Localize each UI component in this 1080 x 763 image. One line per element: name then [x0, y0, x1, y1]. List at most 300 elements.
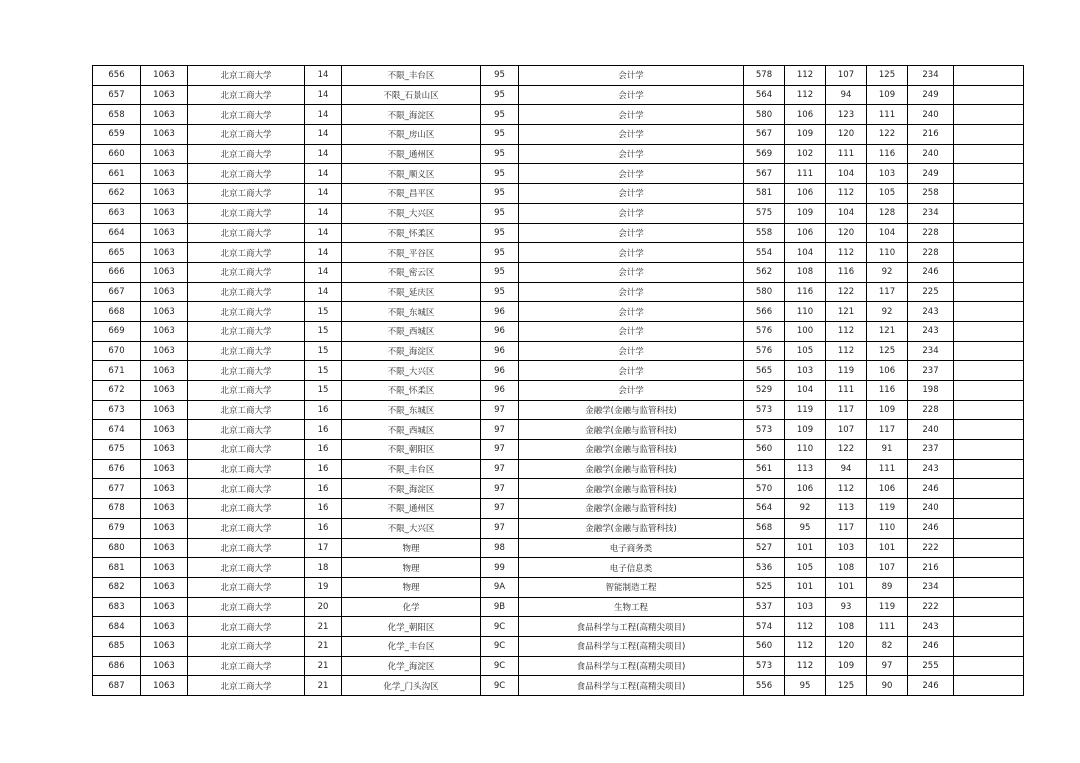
table-row	[93, 66, 1024, 86]
cell-total-score: 573	[744, 420, 785, 440]
cell-score-english: 104	[867, 223, 908, 243]
cell-major-name: 电子信息类	[519, 558, 744, 578]
cell-group-code: 16	[305, 479, 342, 499]
table-row	[93, 125, 1024, 145]
cell-total-score: 529	[744, 381, 785, 401]
cell-score-english: 111	[867, 459, 908, 479]
cell-score-english: 92	[867, 302, 908, 322]
cell-score-composite: 237	[908, 440, 954, 460]
cell-major-code: 95	[481, 203, 519, 223]
cell-major-code: 9C	[481, 636, 519, 656]
cell-school-name: 北京工商大学	[188, 125, 305, 145]
cell-school-name: 北京工商大学	[188, 440, 305, 460]
cell-group-code: 14	[305, 203, 342, 223]
cell-total-score: 567	[744, 125, 785, 145]
cell-score-chinese: 95	[785, 676, 826, 696]
cell-major-code: 95	[481, 243, 519, 263]
cell-group-code: 20	[305, 597, 342, 617]
cell-score-composite: 216	[908, 558, 954, 578]
table-row	[93, 262, 1024, 282]
cell-major-code: 97	[481, 518, 519, 538]
cell-total-score: 578	[744, 66, 785, 86]
cell-row-index: 686	[93, 656, 141, 676]
cell-score-math: 103	[826, 538, 867, 558]
cell-score-composite: 246	[908, 262, 954, 282]
cell-major-code: 96	[481, 361, 519, 381]
cell-school-code: 1063	[141, 440, 188, 460]
cell-remark	[954, 243, 1024, 263]
cell-remark	[954, 125, 1024, 145]
cell-score-chinese: 119	[785, 400, 826, 420]
cell-school-name: 北京工商大学	[188, 656, 305, 676]
cell-school-name: 北京工商大学	[188, 636, 305, 656]
cell-major-name: 会计学	[519, 164, 744, 184]
cell-major-code: 96	[481, 321, 519, 341]
cell-subject-requirement: 化学_海淀区	[342, 656, 481, 676]
cell-score-composite: 240	[908, 105, 954, 125]
cell-subject-requirement: 化学_朝阳区	[342, 617, 481, 637]
cell-score-english: 101	[867, 538, 908, 558]
cell-score-chinese: 106	[785, 184, 826, 204]
table-row	[93, 223, 1024, 243]
cell-total-score: 525	[744, 577, 785, 597]
cell-score-math: 112	[826, 479, 867, 499]
cell-score-composite: 258	[908, 184, 954, 204]
cell-score-english: 91	[867, 440, 908, 460]
cell-major-code: 95	[481, 223, 519, 243]
cell-group-code: 15	[305, 302, 342, 322]
cell-school-name: 北京工商大学	[188, 617, 305, 637]
cell-subject-requirement: 物理	[342, 577, 481, 597]
cell-row-index: 681	[93, 558, 141, 578]
cell-score-english: 121	[867, 321, 908, 341]
table-row	[93, 321, 1024, 341]
cell-total-score: 560	[744, 440, 785, 460]
cell-score-math: 101	[826, 577, 867, 597]
cell-major-name: 食品科学与工程(高精尖项目)	[519, 656, 744, 676]
cell-row-index: 680	[93, 538, 141, 558]
cell-major-name: 会计学	[519, 223, 744, 243]
cell-major-code: 9C	[481, 676, 519, 696]
cell-score-composite: 234	[908, 577, 954, 597]
cell-group-code: 14	[305, 144, 342, 164]
cell-school-name: 北京工商大学	[188, 105, 305, 125]
table-row	[93, 577, 1024, 597]
cell-remark	[954, 321, 1024, 341]
cell-school-code: 1063	[141, 558, 188, 578]
cell-score-math: 104	[826, 164, 867, 184]
cell-score-english: 107	[867, 558, 908, 578]
table-row	[93, 400, 1024, 420]
cell-group-code: 14	[305, 282, 342, 302]
cell-school-code: 1063	[141, 105, 188, 125]
cell-score-english: 97	[867, 656, 908, 676]
cell-school-code: 1063	[141, 499, 188, 519]
cell-major-code: 97	[481, 400, 519, 420]
cell-subject-requirement: 不限_朝阳区	[342, 440, 481, 460]
cell-school-name: 北京工商大学	[188, 223, 305, 243]
cell-major-name: 会计学	[519, 105, 744, 125]
cell-subject-requirement: 不限_怀柔区	[342, 381, 481, 401]
cell-score-composite: 255	[908, 656, 954, 676]
cell-row-index: 661	[93, 164, 141, 184]
cell-remark	[954, 518, 1024, 538]
cell-subject-requirement: 不限_石景山区	[342, 85, 481, 105]
cell-score-composite: 228	[908, 400, 954, 420]
cell-score-math: 119	[826, 361, 867, 381]
cell-major-code: 97	[481, 420, 519, 440]
cell-total-score: 580	[744, 105, 785, 125]
cell-score-composite: 246	[908, 636, 954, 656]
cell-group-code: 21	[305, 617, 342, 637]
table-row	[93, 105, 1024, 125]
cell-school-code: 1063	[141, 302, 188, 322]
cell-group-code: 16	[305, 400, 342, 420]
cell-subject-requirement: 不限_昌平区	[342, 184, 481, 204]
cell-score-english: 119	[867, 499, 908, 519]
cell-score-chinese: 100	[785, 321, 826, 341]
cell-row-index: 663	[93, 203, 141, 223]
cell-group-code: 19	[305, 577, 342, 597]
table-row	[93, 282, 1024, 302]
cell-row-index: 665	[93, 243, 141, 263]
cell-subject-requirement: 不限_平谷区	[342, 243, 481, 263]
cell-school-code: 1063	[141, 125, 188, 145]
cell-school-name: 北京工商大学	[188, 400, 305, 420]
cell-score-math: 108	[826, 558, 867, 578]
cell-score-composite: 243	[908, 617, 954, 637]
cell-subject-requirement: 不限_大兴区	[342, 203, 481, 223]
cell-subject-requirement: 不限_大兴区	[342, 361, 481, 381]
cell-row-index: 670	[93, 341, 141, 361]
cell-score-chinese: 105	[785, 558, 826, 578]
cell-major-name: 会计学	[519, 321, 744, 341]
cell-total-score: 558	[744, 223, 785, 243]
cell-major-code: 95	[481, 105, 519, 125]
cell-school-name: 北京工商大学	[188, 321, 305, 341]
cell-row-index: 656	[93, 66, 141, 86]
cell-major-name: 会计学	[519, 144, 744, 164]
cell-score-chinese: 113	[785, 459, 826, 479]
table-row	[93, 479, 1024, 499]
cell-score-english: 110	[867, 243, 908, 263]
cell-major-code: 98	[481, 538, 519, 558]
cell-major-name: 会计学	[519, 203, 744, 223]
cell-score-chinese: 109	[785, 125, 826, 145]
cell-school-code: 1063	[141, 243, 188, 263]
cell-subject-requirement: 不限_大兴区	[342, 518, 481, 538]
cell-score-math: 123	[826, 105, 867, 125]
cell-remark	[954, 282, 1024, 302]
cell-total-score: 574	[744, 617, 785, 637]
cell-score-english: 110	[867, 518, 908, 538]
cell-major-code: 99	[481, 558, 519, 578]
cell-subject-requirement: 不限_怀柔区	[342, 223, 481, 243]
cell-school-code: 1063	[141, 66, 188, 86]
cell-major-name: 会计学	[519, 184, 744, 204]
cell-total-score: 561	[744, 459, 785, 479]
cell-major-name: 金融学(金融与监管科技)	[519, 420, 744, 440]
cell-total-score: 560	[744, 636, 785, 656]
cell-score-chinese: 112	[785, 617, 826, 637]
cell-row-index: 659	[93, 125, 141, 145]
table-row	[93, 184, 1024, 204]
cell-remark	[954, 577, 1024, 597]
cell-score-chinese: 105	[785, 341, 826, 361]
cell-major-code: 97	[481, 479, 519, 499]
cell-score-math: 94	[826, 85, 867, 105]
cell-major-name: 会计学	[519, 262, 744, 282]
cell-score-math: 93	[826, 597, 867, 617]
cell-subject-requirement: 不限_西城区	[342, 321, 481, 341]
cell-school-name: 北京工商大学	[188, 459, 305, 479]
cell-row-index: 664	[93, 223, 141, 243]
cell-subject-requirement: 不限_房山区	[342, 125, 481, 145]
cell-score-composite: 216	[908, 125, 954, 145]
cell-group-code: 15	[305, 381, 342, 401]
cell-subject-requirement: 化学_门头沟区	[342, 676, 481, 696]
cell-total-score: 581	[744, 184, 785, 204]
cell-school-code: 1063	[141, 184, 188, 204]
cell-group-code: 14	[305, 184, 342, 204]
cell-subject-requirement: 不限_密云区	[342, 262, 481, 282]
cell-school-code: 1063	[141, 282, 188, 302]
cell-score-composite: 243	[908, 321, 954, 341]
cell-group-code: 14	[305, 243, 342, 263]
cell-score-chinese: 110	[785, 440, 826, 460]
cell-row-index: 668	[93, 302, 141, 322]
cell-total-score: 576	[744, 321, 785, 341]
cell-school-code: 1063	[141, 459, 188, 479]
cell-school-code: 1063	[141, 518, 188, 538]
cell-score-math: 113	[826, 499, 867, 519]
cell-major-code: 95	[481, 184, 519, 204]
cell-group-code: 14	[305, 85, 342, 105]
cell-row-index: 683	[93, 597, 141, 617]
cell-total-score: 562	[744, 262, 785, 282]
cell-score-chinese: 112	[785, 656, 826, 676]
cell-major-code: 96	[481, 302, 519, 322]
cell-major-name: 会计学	[519, 85, 744, 105]
cell-major-code: 9C	[481, 656, 519, 676]
cell-subject-requirement: 不限_丰台区	[342, 459, 481, 479]
cell-score-english: 125	[867, 341, 908, 361]
cell-total-score: 570	[744, 479, 785, 499]
cell-score-english: 106	[867, 361, 908, 381]
cell-major-name: 食品科学与工程(高精尖项目)	[519, 617, 744, 637]
cell-score-english: 119	[867, 597, 908, 617]
cell-subject-requirement: 物理	[342, 538, 481, 558]
cell-score-english: 125	[867, 66, 908, 86]
cell-row-index: 671	[93, 361, 141, 381]
cell-score-composite: 234	[908, 66, 954, 86]
cell-score-english: 116	[867, 144, 908, 164]
cell-score-composite: 243	[908, 459, 954, 479]
cell-subject-requirement: 不限_海淀区	[342, 341, 481, 361]
cell-group-code: 14	[305, 223, 342, 243]
cell-school-name: 北京工商大学	[188, 85, 305, 105]
cell-school-code: 1063	[141, 85, 188, 105]
cell-major-code: 95	[481, 125, 519, 145]
cell-major-code: 97	[481, 440, 519, 460]
cell-subject-requirement: 不限_海淀区	[342, 479, 481, 499]
cell-total-score: 527	[744, 538, 785, 558]
cell-major-name: 金融学(金融与监管科技)	[519, 518, 744, 538]
cell-total-score: 580	[744, 282, 785, 302]
cell-score-english: 109	[867, 400, 908, 420]
cell-school-code: 1063	[141, 262, 188, 282]
cell-school-name: 北京工商大学	[188, 676, 305, 696]
cell-major-code: 95	[481, 144, 519, 164]
cell-remark	[954, 184, 1024, 204]
table-row	[93, 381, 1024, 401]
cell-major-code: 97	[481, 459, 519, 479]
cell-remark	[954, 223, 1024, 243]
cell-subject-requirement: 不限_东城区	[342, 400, 481, 420]
cell-row-index: 676	[93, 459, 141, 479]
cell-school-code: 1063	[141, 223, 188, 243]
cell-school-name: 北京工商大学	[188, 262, 305, 282]
cell-major-name: 生物工程	[519, 597, 744, 617]
table-row	[93, 85, 1024, 105]
cell-group-code: 16	[305, 518, 342, 538]
cell-school-name: 北京工商大学	[188, 144, 305, 164]
table-row	[93, 538, 1024, 558]
cell-score-math: 108	[826, 617, 867, 637]
cell-total-score: 575	[744, 203, 785, 223]
cell-row-index: 662	[93, 184, 141, 204]
cell-school-name: 北京工商大学	[188, 479, 305, 499]
cell-total-score: 565	[744, 361, 785, 381]
cell-school-code: 1063	[141, 164, 188, 184]
cell-group-code: 15	[305, 341, 342, 361]
cell-major-name: 金融学(金融与监管科技)	[519, 440, 744, 460]
cell-score-english: 117	[867, 282, 908, 302]
cell-school-code: 1063	[141, 656, 188, 676]
cell-score-composite: 237	[908, 361, 954, 381]
cell-remark	[954, 656, 1024, 676]
cell-score-math: 120	[826, 223, 867, 243]
cell-school-name: 北京工商大学	[188, 66, 305, 86]
table-row	[93, 459, 1024, 479]
cell-row-index: 685	[93, 636, 141, 656]
cell-remark	[954, 558, 1024, 578]
cell-major-name: 金融学(金融与监管科技)	[519, 400, 744, 420]
cell-group-code: 14	[305, 164, 342, 184]
cell-remark	[954, 538, 1024, 558]
cell-score-chinese: 101	[785, 577, 826, 597]
cell-subject-requirement: 不限_东城区	[342, 302, 481, 322]
cell-score-math: 112	[826, 341, 867, 361]
cell-major-code: 96	[481, 381, 519, 401]
cell-score-composite: 198	[908, 381, 954, 401]
cell-major-code: 95	[481, 66, 519, 86]
cell-school-name: 北京工商大学	[188, 558, 305, 578]
cell-total-score: 567	[744, 164, 785, 184]
cell-score-math: 121	[826, 302, 867, 322]
cell-major-code: 95	[481, 85, 519, 105]
cell-total-score: 576	[744, 341, 785, 361]
cell-score-chinese: 103	[785, 361, 826, 381]
cell-group-code: 21	[305, 676, 342, 696]
cell-school-code: 1063	[141, 420, 188, 440]
cell-row-index: 682	[93, 577, 141, 597]
cell-major-name: 食品科学与工程(高精尖项目)	[519, 676, 744, 696]
cell-school-code: 1063	[141, 381, 188, 401]
cell-remark	[954, 105, 1024, 125]
cell-group-code: 16	[305, 420, 342, 440]
cell-school-name: 北京工商大学	[188, 420, 305, 440]
cell-group-code: 14	[305, 125, 342, 145]
cell-remark	[954, 420, 1024, 440]
cell-remark	[954, 636, 1024, 656]
cell-major-code: 95	[481, 262, 519, 282]
cell-score-chinese: 104	[785, 243, 826, 263]
cell-score-english: 111	[867, 105, 908, 125]
cell-score-math: 107	[826, 66, 867, 86]
cell-school-name: 北京工商大学	[188, 203, 305, 223]
cell-group-code: 14	[305, 105, 342, 125]
cell-score-math: 122	[826, 440, 867, 460]
cell-subject-requirement: 化学_丰台区	[342, 636, 481, 656]
cell-school-code: 1063	[141, 538, 188, 558]
cell-score-math: 111	[826, 144, 867, 164]
cell-subject-requirement: 不限_西城区	[342, 420, 481, 440]
cell-school-name: 北京工商大学	[188, 577, 305, 597]
cell-score-math: 94	[826, 459, 867, 479]
cell-score-math: 120	[826, 125, 867, 145]
cell-score-math: 112	[826, 321, 867, 341]
cell-school-code: 1063	[141, 341, 188, 361]
cell-remark	[954, 499, 1024, 519]
cell-remark	[954, 203, 1024, 223]
cell-score-composite: 246	[908, 518, 954, 538]
table-row	[93, 420, 1024, 440]
cell-remark	[954, 302, 1024, 322]
cell-score-math: 111	[826, 381, 867, 401]
cell-subject-requirement: 不限_通州区	[342, 499, 481, 519]
cell-major-name: 智能制造工程	[519, 577, 744, 597]
cell-remark	[954, 400, 1024, 420]
cell-row-index: 666	[93, 262, 141, 282]
cell-group-code: 18	[305, 558, 342, 578]
cell-total-score: 573	[744, 656, 785, 676]
cell-row-index: 678	[93, 499, 141, 519]
cell-score-chinese: 101	[785, 538, 826, 558]
cell-total-score: 569	[744, 144, 785, 164]
cell-school-code: 1063	[141, 361, 188, 381]
cell-group-code: 16	[305, 499, 342, 519]
cell-score-composite: 234	[908, 341, 954, 361]
cell-major-name: 会计学	[519, 66, 744, 86]
cell-score-math: 112	[826, 184, 867, 204]
table-body	[93, 66, 1024, 696]
cell-score-english: 128	[867, 203, 908, 223]
cell-score-chinese: 112	[785, 66, 826, 86]
cell-major-name: 金融学(金融与监管科技)	[519, 459, 744, 479]
cell-major-code: 9A	[481, 577, 519, 597]
cell-score-chinese: 104	[785, 381, 826, 401]
cell-remark	[954, 676, 1024, 696]
table-row	[93, 302, 1024, 322]
cell-score-composite: 234	[908, 203, 954, 223]
table-row	[93, 617, 1024, 637]
cell-score-english: 111	[867, 617, 908, 637]
cell-score-chinese: 116	[785, 282, 826, 302]
cell-total-score: 566	[744, 302, 785, 322]
cell-score-composite: 222	[908, 538, 954, 558]
cell-score-composite: 240	[908, 144, 954, 164]
